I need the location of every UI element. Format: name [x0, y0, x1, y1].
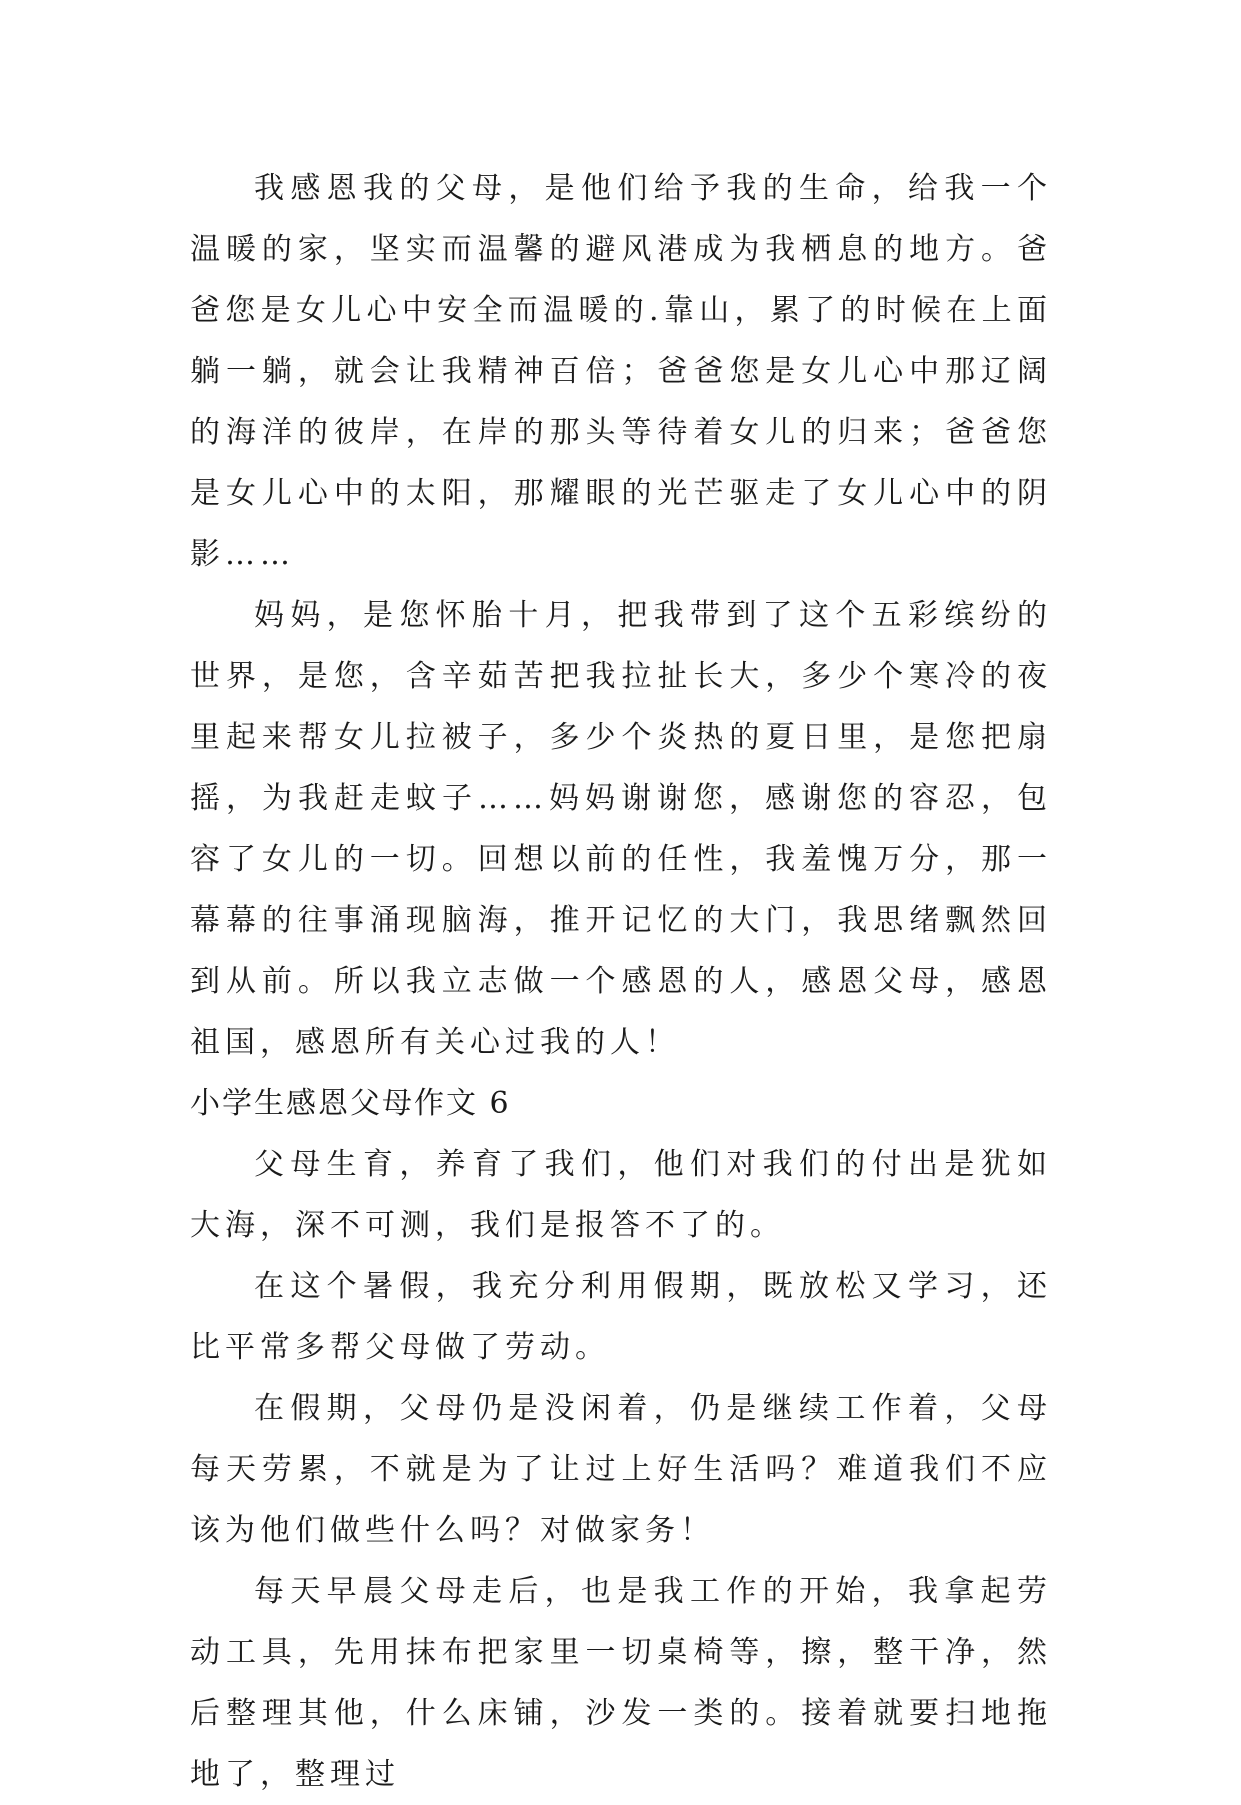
essay-heading: 小学生感恩父母作文 6 [190, 1086, 511, 1121]
paragraph-summer-vacation: 在这个暑假，我充分利用假期，既放松又学习，还比平常多帮父母做了劳动。 [190, 1269, 1052, 1365]
paragraph-gratitude-mother: 妈妈，是您怀胎十月，把我带到了这个五彩缤纷的世界，是您，含辛茹苦把我拉扯长大，多少个寒冷的夜里起来帮女儿拉被子，多少个炎热的夏日里，是您把扇摇，为我赶走蚊子……妈妈谢谢您，感谢您的容忍，包容了女儿的一切。回想以前的任性，我羞愧万分，那一幕幕的往事涌现脑海，推开记忆的大门，我思绪飘然回到从前。所以我立志做一个感恩的人，感恩父母，感恩祖国，感恩所有关心过我的人！ [190, 598, 1052, 1060]
document-body [190, 158, 1052, 1805]
paragraph-gratitude-father: 我感恩我的父母，是他们给予我的生命，给我一个温暖的家，坚实而温馨的避风港成为我栖息的地方。爸爸您是女儿心中安全而温暖的.靠山，累了的时候在上面躺一躺，就会让我精神百倍；爸爸您是女儿心中那辽阔的海洋的彼岸，在岸的那头等待着女儿的归来；爸爸您是女儿心中的太阳，那耀眼的光芒驱走了女儿心中的阴影…… [190, 171, 1052, 572]
paragraph-parents-upbringing: 父母生育，养育了我们，他们对我们的付出是犹如大海，深不可测，我们是报答不了的。 [190, 1147, 1052, 1243]
paragraph-housework: 每天早晨父母走后，也是我工作的开始，我拿起劳动工具，先用抹布把家里一切桌椅等，擦，整干净，然后整理其他，什么床铺，沙发一类的。接着就要扫地拖地了，整理过 [190, 1574, 1052, 1792]
paragraph-parents-working: 在假期，父母仍是没闲着，仍是继续工作着，父母每天劳累，不就是为了让过上好生活吗？难道我们不应该为他们做些什么吗？对做家务！ [190, 1391, 1052, 1548]
